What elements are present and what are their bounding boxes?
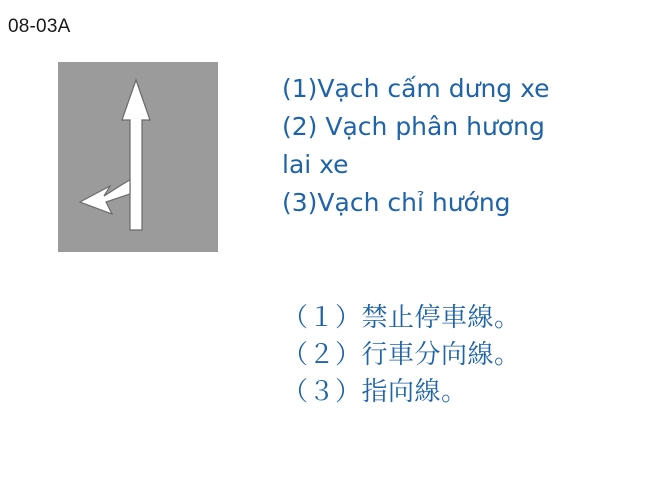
slide-code-label: 08-03A [8, 16, 71, 37]
vietnamese-line-2: (2) Vạch phân hương [282, 112, 545, 141]
chinese-text-block [282, 300, 662, 411]
vietnamese-text-block [282, 70, 662, 222]
road-marking-image [58, 62, 218, 252]
vietnamese-line-1: (1)Vạch cấm dưng xe [282, 74, 550, 103]
vietnamese-line-4: (3)Vạch chỉ hướng [282, 188, 511, 217]
lane-arrow-icon [58, 62, 218, 252]
chinese-line-3: （３）指向線。 [282, 376, 468, 407]
vietnamese-line-3: lai xe [282, 150, 349, 179]
chinese-line-1: （１）禁止停車線。 [282, 303, 521, 333]
chinese-line-2: （２）行車分向線。 [282, 339, 521, 370]
